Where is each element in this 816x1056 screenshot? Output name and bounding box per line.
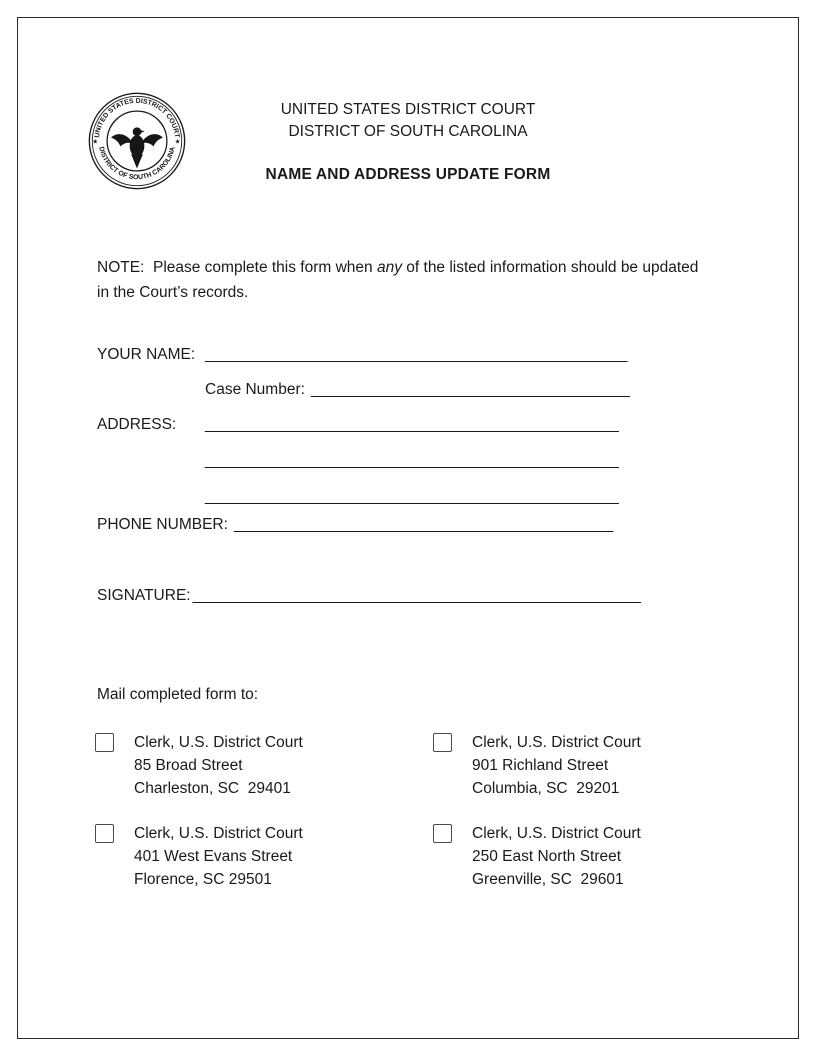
address-field	[97, 416, 619, 434]
district-name: DISTRICT OF SOUTH CAROLINA	[288, 123, 528, 140]
your-name-line[interactable]: _________________________________________________	[205, 346, 628, 363]
address-label: ADDRESS:	[97, 416, 177, 433]
case-number-label: Case Number:	[205, 381, 305, 398]
court-name: UNITED STATES DISTRICT COURT	[280, 101, 536, 118]
greenville-address	[472, 822, 641, 891]
note-suffix: of the listed information should be updated in the Court’s records.	[97, 259, 703, 301]
city-state-zip: Charleston, SC 29401	[134, 780, 291, 797]
address-line-1[interactable]: ________________________________________________	[205, 416, 619, 433]
street-address: 85 Broad Street	[134, 757, 243, 774]
address-line-2[interactable]: ________________________________________________	[205, 452, 619, 469]
mail-option-columbia	[433, 731, 641, 800]
seal-star-left-icon: ★	[92, 138, 99, 146]
street-address: 901 Richland Street	[472, 757, 609, 774]
note-prefix: NOTE: Please complete this form when	[97, 259, 377, 276]
phone-number-field	[97, 516, 613, 534]
address-field-line3	[97, 488, 619, 506]
signature-field	[97, 587, 641, 605]
clerk-name: Clerk, U.S. District Court	[472, 825, 641, 842]
phone-number-label: PHONE NUMBER:	[97, 516, 228, 533]
your-name-field	[97, 346, 627, 364]
address-field-line2	[97, 452, 619, 470]
mail-options	[95, 731, 641, 891]
greenville-checkbox[interactable]	[433, 824, 452, 843]
city-state-zip: Florence, SC 29501	[134, 871, 272, 888]
mail-option-greenville	[433, 822, 641, 891]
phone-number-line[interactable]: ____________________________________________	[233, 516, 614, 533]
signature-line[interactable]: ____________________________________________________	[192, 587, 641, 604]
seal-top-text: UNITED STATES DISTRICT COURT	[93, 97, 181, 139]
clerk-name: Clerk, U.S. District Court	[134, 734, 303, 751]
mail-instructions: Mail completed form to:	[97, 686, 259, 703]
seal-star-right-icon: ★	[174, 138, 181, 146]
columbia-address	[472, 731, 641, 800]
document-header	[0, 99, 816, 143]
florence-address	[134, 822, 303, 891]
city-state-zip: Greenville, SC 29601	[472, 871, 624, 888]
case-number-field	[205, 381, 630, 399]
charleston-checkbox[interactable]	[95, 733, 114, 752]
mail-option-florence	[95, 822, 433, 891]
seal-bottom-text: DISTRICT OF SOUTH CAROLINA	[97, 146, 177, 182]
clerk-name: Clerk, U.S. District Court	[134, 825, 303, 842]
charleston-address	[134, 731, 303, 800]
street-address: 250 East North Street	[472, 848, 622, 865]
columbia-checkbox[interactable]	[433, 733, 452, 752]
florence-checkbox[interactable]	[95, 824, 114, 843]
case-number-line[interactable]: _____________________________________	[310, 381, 630, 398]
note-emphasis: any	[376, 259, 402, 276]
address-line-3[interactable]: ________________________________________________	[205, 488, 619, 505]
note-paragraph	[97, 256, 702, 305]
city-state-zip: Columbia, SC 29201	[472, 780, 620, 797]
your-name-label: YOUR NAME:	[97, 346, 196, 363]
clerk-name: Clerk, U.S. District Court	[472, 734, 641, 751]
form-title: NAME AND ADDRESS UPDATE FORM	[265, 166, 551, 183]
signature-label: SIGNATURE:	[97, 587, 191, 604]
mail-option-charleston	[95, 731, 433, 800]
street-address: 401 West Evans Street	[134, 848, 293, 865]
